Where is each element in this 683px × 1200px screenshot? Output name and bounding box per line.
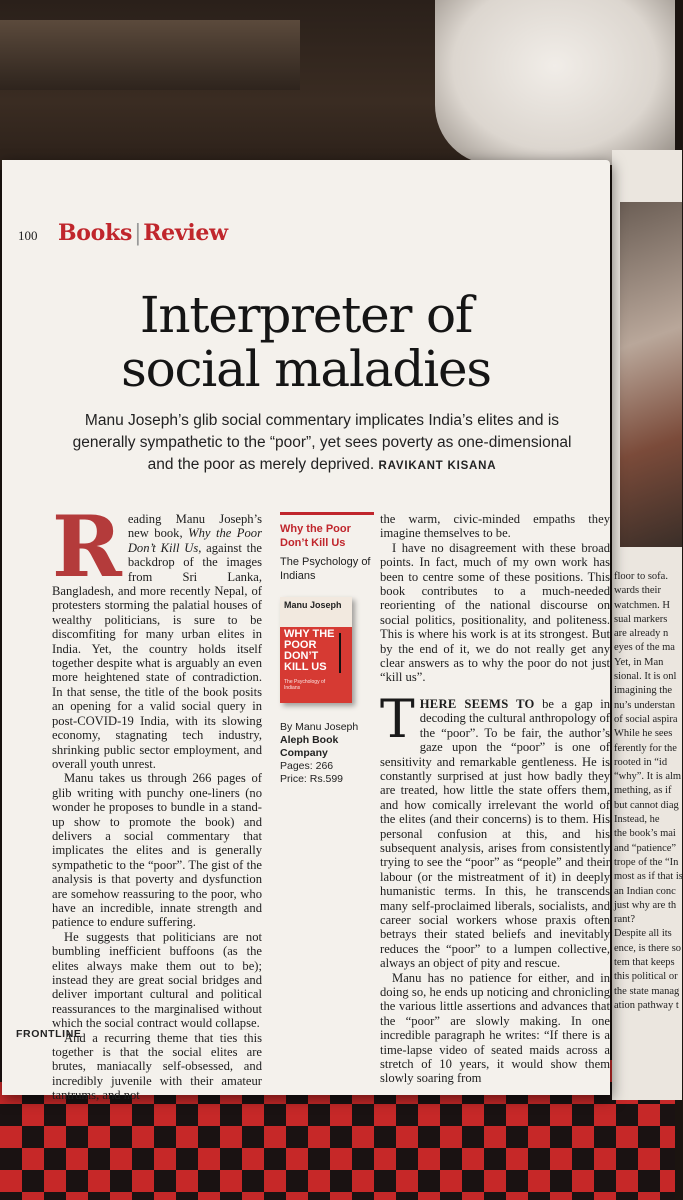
standfirst: [62, 410, 582, 477]
magazine-footer: FRONTLINE: [16, 1028, 82, 1040]
paragraph-8: Manu has no patience for either, and in doing so, he ends up noticing and chronicling the various little assertions and advances that the “poor” are slowly making. In one incredible paragraph he writes: “If there is a time-lapse video of seated maids across a stretch of 10 years, it would show them slowly soaring from: [380, 970, 610, 1086]
facing-page-line: ence, is there so: [614, 942, 682, 954]
magazine-page: [2, 160, 610, 1103]
subsection-label: Review: [143, 220, 228, 246]
facing-page-line: and “patience”: [614, 842, 677, 854]
facing-page-line: of social aspira: [614, 713, 678, 725]
cover-author: Manu Joseph: [280, 597, 352, 627]
facing-page-line: “why”. It is alm: [614, 771, 682, 783]
paragraph-1-text-a: eading Manu Joseph’s new book,: [127, 512, 262, 541]
facing-page-line: imagining the: [614, 685, 673, 697]
book-pages: Pages: 266: [280, 760, 334, 772]
facing-page-line: mething, as if: [614, 785, 672, 797]
facing-page-line: ation pathway t: [614, 999, 679, 1011]
facing-page-line: an Indian conc: [614, 885, 676, 897]
cover-subtitle: The Psychology of Indians: [284, 679, 326, 691]
sidebar-rule: [280, 512, 374, 515]
article-title: [2, 288, 610, 396]
facing-page-line: watchmen. H: [614, 599, 670, 611]
facing-page-line: this political or: [614, 971, 678, 983]
paragraph-5: the warm, civic-minded empaths they imagine themselves to be.: [380, 512, 610, 541]
background-cloth: [435, 0, 675, 165]
facing-page-line: Despite all its: [614, 928, 672, 940]
paragraph-4: And a recurring theme that ties this together is that the social elites are brutes, maniacally self-obsessed, and incredibly juvenile with their amateur tantrums, and not: [52, 1030, 262, 1103]
facing-page-line: the state manag: [614, 985, 680, 997]
facing-page-line: eyes of the ma: [614, 642, 675, 654]
section-header: [58, 220, 228, 246]
facing-page-line: rant?: [614, 914, 635, 926]
paragraph-1-text-b: , against the backdrop of the images from Sri Lanka, Bangladesh, and more recently Nepal, of protesters storming the palatial houses of wealthy politicians, is sure to be discomfiting for many urban elites in India. Yet, the country holds itself together despite what is arguably an even more heightened state of contradiction. In that sense, the title of the book posits an opening for a valid social query in post-COVID-19 India, with its slowing economy, stagnating tech industry, shrinking public sector employment, and overall youth unrest.: [52, 540, 262, 771]
facing-page-line: trope of the “In: [614, 856, 679, 868]
facing-page-line: rooted in “id: [614, 756, 668, 768]
book-title-inline: Why the Poor Don’t Kill Us: [127, 526, 262, 555]
sidebar-book-title: Why the Poor Don’t Kill Us: [280, 523, 351, 549]
facing-page-line: sual markers: [614, 613, 668, 625]
facing-page: [612, 150, 682, 1100]
facing-page-line: are already n: [614, 628, 669, 640]
paragraph-6: I have no disagreement with these broad points. In fact, much of my own work has been to centre some of these positions. This book contributes to a much-needed reorienting of the national discourse on social politics, positionality, and politeness. This is where his work is at its strongest. But by the end of it, we do not really get any clear answers as to why the poor do not just “kill us”.: [380, 540, 610, 685]
facing-page-line: just why are th: [614, 899, 677, 911]
sidebar-book-subtitle: The Psychology of Indians: [280, 556, 371, 582]
drop-cap: R: [52, 497, 122, 596]
title-line-1: Interpreter of: [139, 286, 473, 344]
paragraph-7: [380, 689, 610, 971]
paragraph-1: [52, 497, 262, 771]
article-column-2: [380, 512, 610, 1086]
facing-page-line: While he sees: [614, 728, 673, 740]
book-info-sidebar: [280, 512, 374, 786]
facing-page-line: but cannot diag: [614, 799, 679, 811]
section-separator: |: [134, 221, 142, 246]
book-details: [280, 721, 374, 786]
facing-page-line: floor to sofa.: [614, 571, 668, 582]
facing-page-line: tem that keeps: [614, 957, 675, 969]
facing-page-line: sional. It is onl: [614, 671, 677, 683]
book-author: By Manu Joseph: [280, 721, 359, 733]
title-line-2: social maladies: [121, 340, 491, 398]
section-label: Books: [58, 220, 133, 246]
book-price: Price: Rs.599: [280, 773, 344, 785]
page-number: 100: [18, 228, 38, 243]
facing-page-line: nu’s understan: [614, 699, 675, 711]
facing-page-line: Instead, he: [614, 814, 660, 826]
facing-page-line: Yet, in Man: [614, 656, 664, 668]
facing-page-line: wards their: [614, 585, 661, 597]
book-publisher: Aleph Book Company: [280, 734, 339, 759]
standfirst-text: Manu Joseph’s glib social commentary implicates India’s elites and is generally sympathetic to the “poor”, yet sees poverty as one-dimensional and the poor as merely deprived.: [72, 412, 572, 473]
paragraph-7-lead: HERE SEEMS TO: [419, 696, 535, 711]
facing-page-line: most as if that is: [614, 871, 683, 883]
byline: RAVIKANT KISANA: [378, 460, 497, 472]
book-cover: [280, 597, 352, 703]
facing-page-photo: [620, 202, 682, 547]
paragraph-2: Manu takes us through 266 pages of glib writing with punchy one-liners (no wonder he proposes to bundle in a stand-up show to promote the book) and delivers a social commentary that implicates the elites and is generally sympathetic to the “poor”. The gist of the analysis is that poverty and dysfunction are somehow reassuring to the poor, who have an incredible, innate strength and patience to endure suffering.: [52, 771, 262, 930]
facing-page-line: the book’s mai: [614, 828, 676, 840]
background-shelf: [0, 20, 300, 90]
paragraph-3: He suggests that politicians are not bumbling inefficient buffoons (as the elites always make them out to be); instead they are great social bridges and deliver important cultural and political reassurances to the marginalised without which the social contract would collapse.: [52, 929, 262, 1031]
paragraph-7-text: be a gap in decoding the cultural anthropology of the “poor”. To be fair, the author’s gaze upon the “poor” is one of sensitivity and remarkable gentleness. He is constantly surprised at just how badly they are treated, how little the state offers them, and how comically irrelevant the world of the elites (and their concerns) is to them. His personal confusion at this, and his subsequent analysis, arises from consistently trying to see the “poor” as “people” and their labour (or the mistreatment of it) in deeply humanistic terms. In this, he transcends many self-proclaimed liberals, socialists, and career social workers whose praxis often betrays their stated beliefs and inevitably reduces the “poor” to a lumpen collective, always an object of pity and rescue.: [380, 696, 610, 971]
cover-figure-icon: [339, 633, 347, 673]
cover-title: WHY THE POOR DON’T KILL US: [284, 628, 335, 673]
facing-page-line: ferently for the: [614, 742, 677, 754]
drop-cap-2: T: [380, 689, 415, 750]
facing-page-text: [614, 570, 683, 1013]
article-column-1: [52, 497, 262, 1103]
